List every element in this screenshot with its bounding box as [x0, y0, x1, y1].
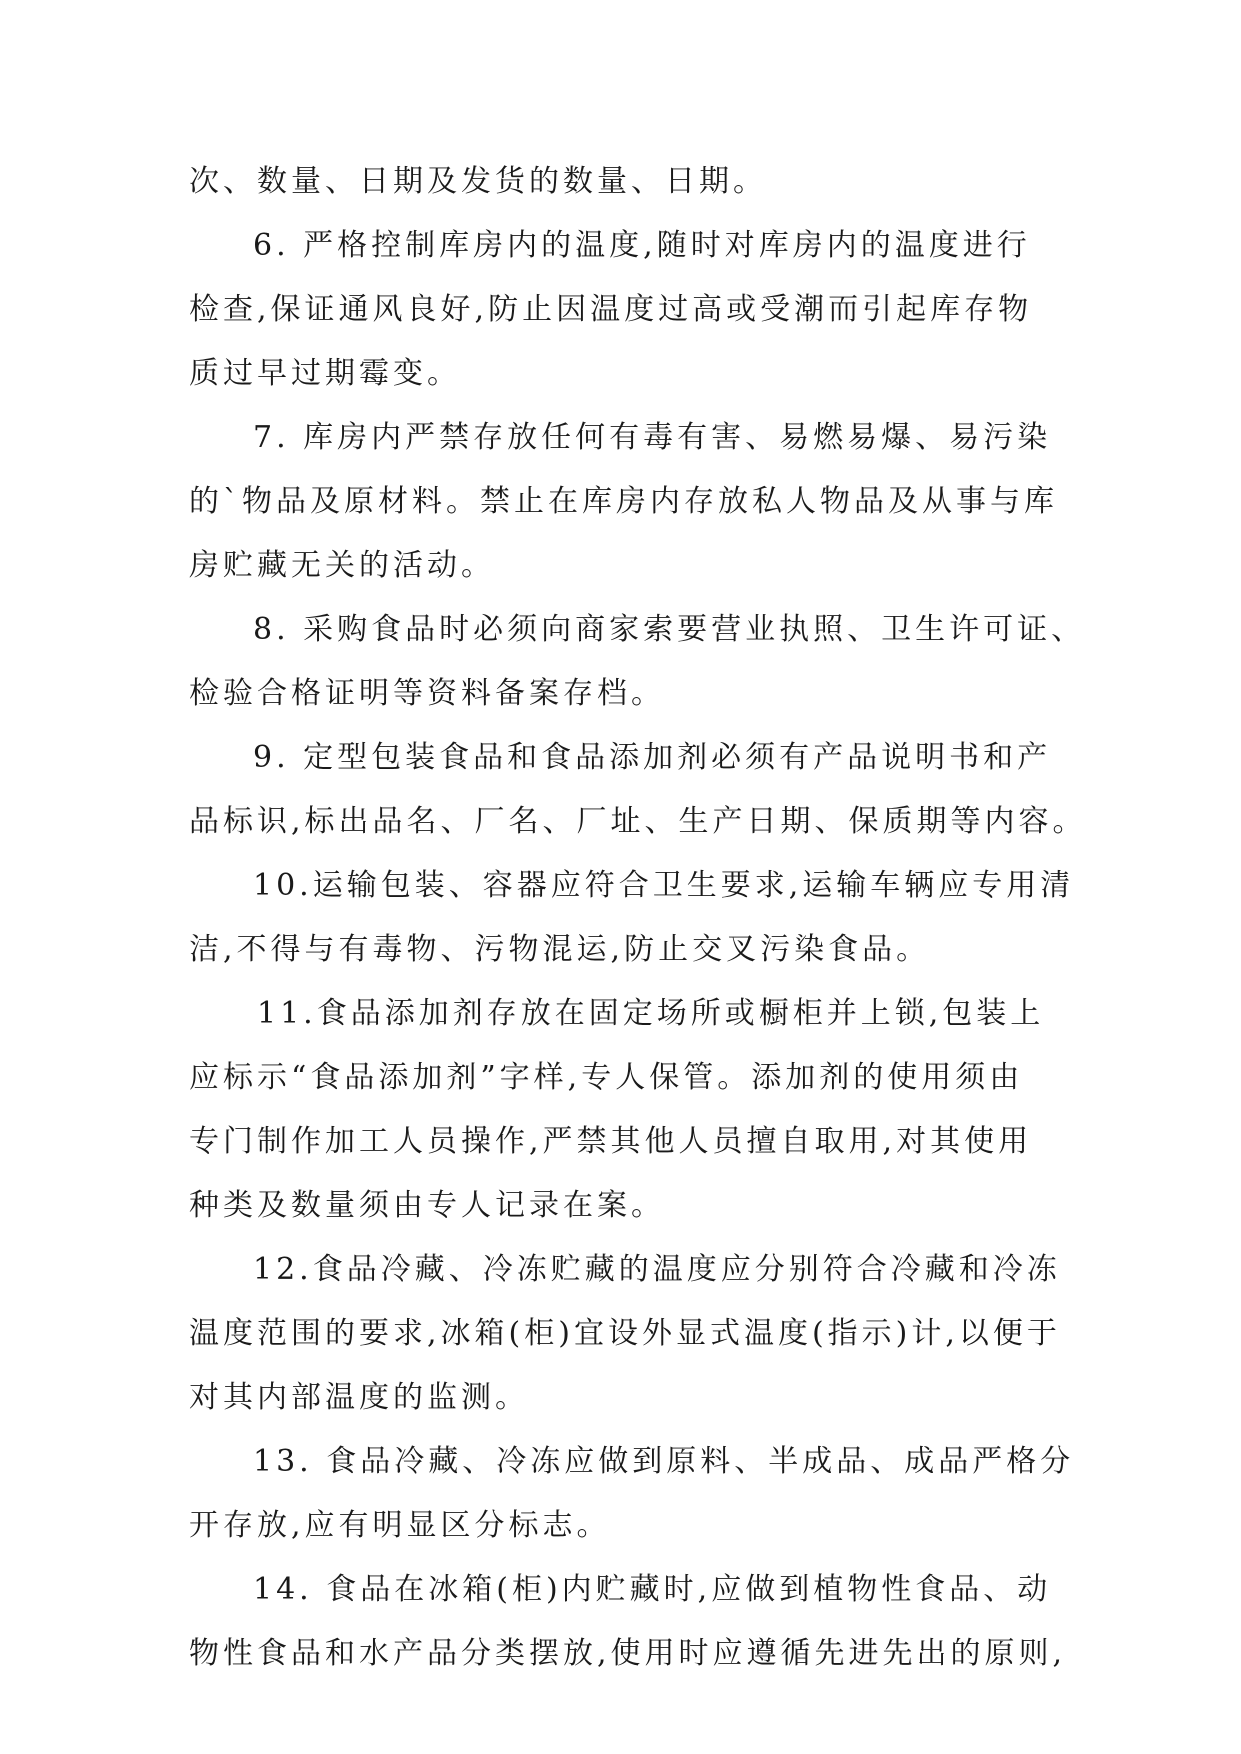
- text-line: 10.运输包装、容器应符合卫生要求,运输车辆应专用清: [253, 868, 1075, 903]
- text-line: 12.食品冷藏、冷冻贮藏的温度应分别符合冷藏和冷冻: [253, 1252, 1061, 1287]
- text-line: 8. 采购食品时必须向商家索要营业执照、卫生许可证、: [253, 612, 1086, 647]
- text-line: 应标示“食品添加剂”字样,专人保管。添加剂的使用须由: [189, 1060, 1024, 1095]
- text-line: 次、数量、日期及发货的数量、日期。: [189, 164, 767, 199]
- text-line: 种类及数量须由专人记录在案。: [189, 1188, 665, 1223]
- text-line: 质过早过期霉变。: [189, 356, 461, 391]
- text-line: 检查,保证通风良好,防止因温度过高或受潮而引起库存物: [189, 292, 1033, 327]
- body-text: [189, 150, 1087, 1686]
- text-line: 专门制作加工人员操作,严禁其他人员擅自取用,对其使用: [189, 1124, 1033, 1159]
- text-line: 9. 定型包装食品和食品添加剂必须有产品说明书和产: [253, 740, 1052, 775]
- text-line: 14. 食品在冰箱(柜)内贮藏时,应做到植物性食品、动: [253, 1572, 1052, 1607]
- text-line: 物性食品和水产品分类摆放,使用时应遵循先进先出的原则,: [189, 1636, 1067, 1671]
- text-line: 温度范围的要求,冰箱(柜)宜设外显式温度(指示)计,以便于: [189, 1316, 1061, 1351]
- text-line: 房贮藏无关的活动。: [189, 548, 495, 583]
- text-line: 6. 严格控制库房内的温度,随时对库房内的温度进行: [253, 228, 1031, 263]
- text-line: 品标识,标出品名、厂名、厂址、生产日期、保质期等内容。: [189, 804, 1087, 839]
- text-line: 洁,不得与有毒物、污物混运,防止交叉污染食品。: [189, 932, 931, 967]
- text-line: 对其内部温度的监测。: [189, 1380, 529, 1415]
- text-line: 11.食品添加剂存放在固定场所或橱柜并上锁,包装上: [257, 996, 1045, 1031]
- text-line: 开存放,应有明显区分标志。: [189, 1508, 611, 1543]
- text-line: 7. 库房内严禁存放任何有毒有害、易燃易爆、易污染: [253, 420, 1052, 455]
- text-line: 检验合格证明等资料备案存档。: [189, 676, 665, 711]
- text-line: 的`物品及原材料。禁止在库房内存放私人物品及从事与库: [189, 484, 1058, 519]
- text-line: 13. 食品冷藏、冷冻应做到原料、半成品、成品严格分: [253, 1444, 1075, 1479]
